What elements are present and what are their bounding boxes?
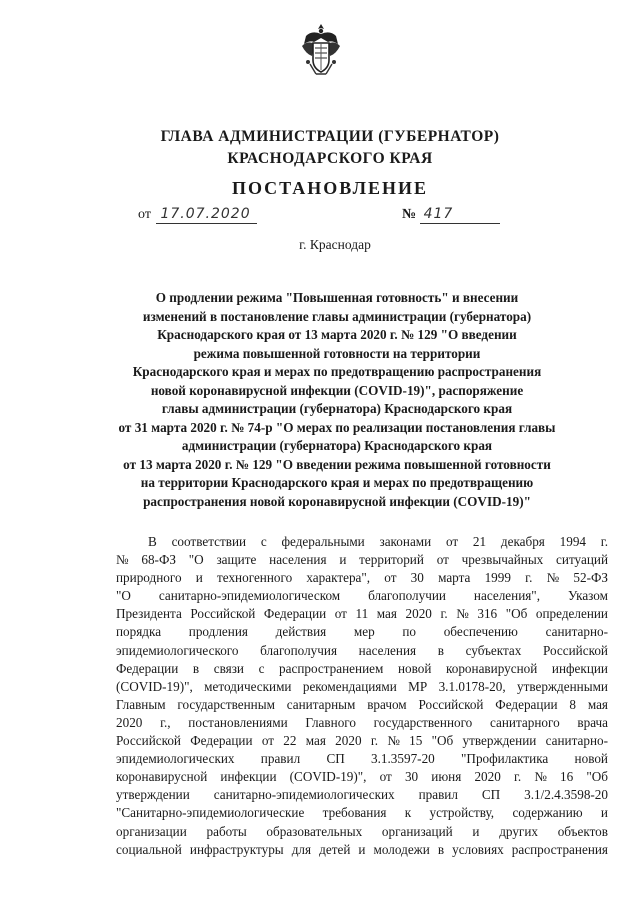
title-line: изменений в постановление главы администрации (губернатора) — [142, 308, 532, 324]
authority-name — [20, 126, 640, 170]
date-prefix: от — [138, 207, 151, 222]
document-title — [98, 289, 576, 511]
body-line: порядка продления действия мер по обеспечению санитарно- — [116, 624, 608, 640]
title-line: новой коронавирусной инфекции (COVID-19)", распоряжение — [150, 382, 524, 398]
body-line: утверждении санитарно-эпидемиологических правил СП 3.1/2.4.3598-20 — [116, 787, 608, 803]
body-line: "О санитарно-эпидемиологическом благополучии населения", Указом — [116, 588, 608, 604]
city-label: г. Краснодар — [299, 237, 371, 252]
body-line: В соответствии с федеральными законами от 21 декабря 1994 г. — [148, 534, 608, 549]
title-line: от 31 марта 2020 г. № 74-р "О мерах по реализации постановления главы — [118, 419, 556, 435]
number-field — [402, 206, 500, 224]
body-line: коронавирусной инфекции (COVID-19)", от 30 июня 2020 г. № 16 "Об — [116, 769, 608, 785]
coat-of-arms-icon — [298, 22, 344, 78]
body-line: "Санитарно-эпидемиологические требования к устройству, содержанию и — [116, 805, 608, 821]
title-line: распространения новой коронавирусной инфекции (COVID-19)" — [143, 493, 531, 509]
title-line: Краснодарского края и мерах по предотвращению распространения — [132, 364, 542, 379]
authority-line-1: ГЛАВА АДМИНИСТРАЦИИ (ГУБЕРНАТОР) — [160, 128, 500, 145]
title-line: главы администрации (губернатора) Краснодарского края — [161, 401, 513, 416]
date-field — [138, 206, 257, 224]
body-paragraph — [116, 533, 608, 859]
title-line: администрации (губернатора) Краснодарского края — [181, 438, 493, 453]
title-line: О продлении режима "Повышенная готовность" и внесении — [155, 290, 519, 305]
body-line: Главным государственным санитарным врачом Российской Федерации 8 мая — [116, 696, 608, 712]
authority-line-2: КРАСНОДАРСКОГО КРАЯ — [227, 150, 433, 167]
title-line: режима повышенной готовности на территории — [193, 345, 481, 361]
body-line: социальной инфраструктуры для детей и молодежи в условиях распространения — [116, 841, 608, 857]
number-prefix: № — [402, 207, 417, 222]
body-line: Президента Российской Федерации от 11 мая 2020 г. № 316 "Об определении — [116, 606, 608, 622]
body-line: эпидемиологического благополучия населения в субъектах Российской — [116, 642, 608, 658]
body-line: организации работы образовательных организаций и других объектов — [116, 823, 608, 839]
body-line: Российской Федерации от 22 мая 2020 г. № 15 "Об утверждении санитарно- — [116, 733, 608, 749]
body-line: № 68-ФЗ "О защите населения и территорий от чрезвычайных ситуаций — [116, 552, 608, 568]
number-value: 417 — [420, 206, 500, 224]
date-value: 17.07.2020 — [156, 206, 256, 224]
body-line: эпидемиологических правил СП 3.1.3597-20 "Профилактика новой — [116, 751, 608, 767]
body-line: Федерации в связи с распространением новой коронавирусной инфекции — [116, 660, 608, 676]
title-line: на территории Краснодарского края и мерах по предотвращению — [140, 475, 534, 490]
title-line: Краснодарского края от 13 марта 2020 г. № 129 "О введении — [157, 327, 517, 342]
body-line: 2020 г., постановлениями Главного государственного санитарного врача — [116, 714, 608, 730]
body-line: (COVID-19)", методическими рекомендациями МР 3.1.0178-20, утвержденными — [116, 678, 608, 694]
body-line: природного и техногенного характера", от 30 марта 1999 г. № 52-ФЗ — [116, 570, 608, 586]
title-line: от 13 марта 2020 г. № 129 "О введении режима повышенной готовности — [123, 456, 551, 472]
document-type: ПОСТАНОВЛЕНИЕ — [231, 178, 429, 198]
